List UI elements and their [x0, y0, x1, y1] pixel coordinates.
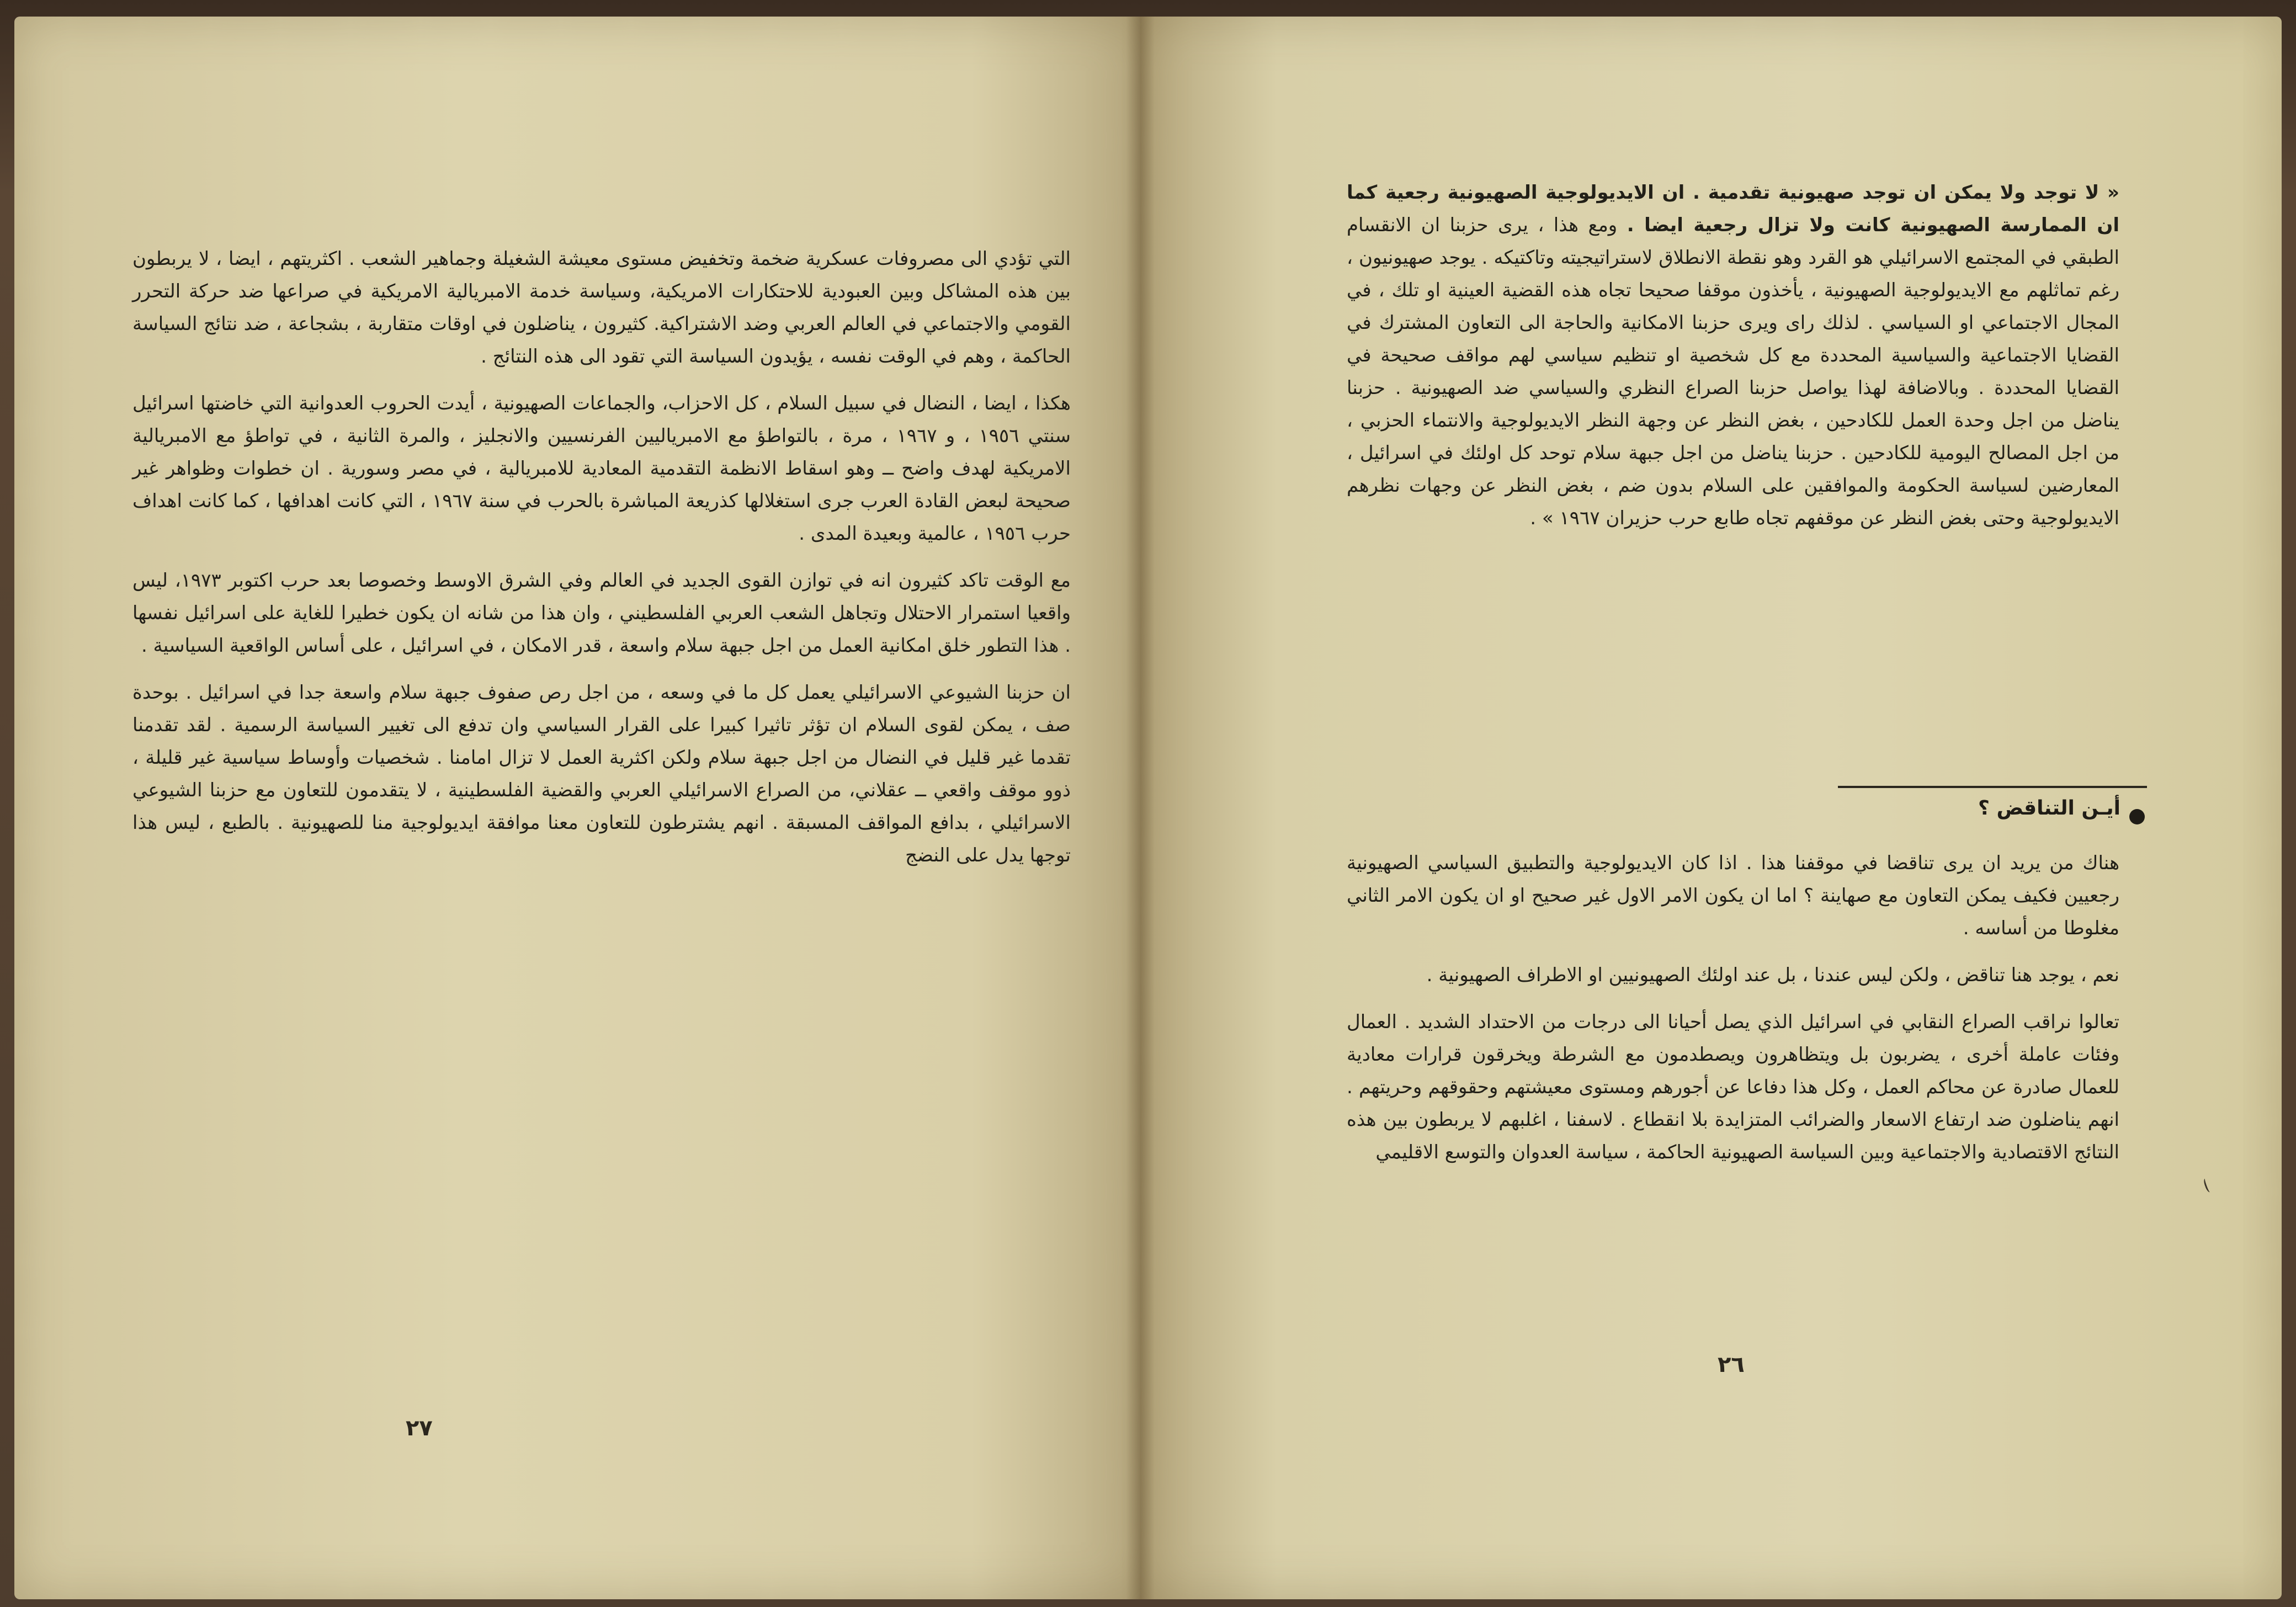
bullet-icon [2129, 809, 2145, 824]
page-number-left: ٢٧ [406, 1416, 433, 1441]
section-title: أيـن التناقض ؟ [1978, 797, 2120, 820]
right-paragraph-3: تعالوا نراقب الصراع النقابي في اسرائيل الذي يصل أحيانا الى درجات من الاحتداد الشديد . العمال وفئات عاملة أخرى ، يضربون بل ويتظاهرون ويصطدمون مع الشرطة ويخرقون قرارات معادية للعمال صادرة عن محاكم العمل ، وكل هذا دفاعا عن أجورهم ومستوى معيشتهم وحقوقهم وحريتهم . انهم يناضلون ضد ارتفاع الاسعار والضرائب المتزايدة بلا انقطاع . لاسفنا ، اغلبهم لا يربطون بين هذه النتائج الاقتصادية والاجتماعية وبين السياسة الصهيونية الحاكمة ، سياسة العدوان والتوسع الاقليمي [1347, 1011, 2119, 1163]
book-gutter [1126, 17, 1155, 1599]
section-rule [1838, 786, 2147, 788]
right-paragraph-2: نعم ، يوجد هنا تناقض ، ولكن ليس عندنا ، بل عند اولئك الصهيونيين او الاطراف الصهيونية . [1426, 964, 2119, 986]
left-paragraph-4: ان حزبنا الشيوعي الاسرائيلي يعمل كل ما في وسعه ، من اجل رص صفوف جبهة سلام واسعة جدا في اسرائيل . بوحدة صف ، يمكن لقوى السلام ان تؤثر تاثيرا كبيرا على القرار السياسي وان تدفع الى تغيير السياسة الرسمية . لقد تقدمنا تقدما غير قليل في النضال من اجل جبهة سلام ولكن اكثرية العمل لا تزال امامنا . شخصيات وأوساط سياسية غير قليلة ، ذوو موقف واقعي ــ عقلاني، من الصراع الاسرائيلي العربي والقضية الفلسطينية ، لا يتقدمون للتعاون مع حزبنا الشيوعي الاسرائيلي ، بدافع المواقف المسبقة . انهم يشترطون للتعاون معنا موافقة ايديولوجية منا للصهيونية . بالطبع ، ليس هذا توجها يدل على النضج [132, 682, 1071, 866]
quote-rest: ومع هذا ، يرى حزبنا ان الانقسام الطبقي في المجتمع الاسرائيلي هو القرد وهو نقطة الانطلاق لاستراتيجيته وتاكتيكه . يوجد صهيونيون ، رغم تماثلهم مع الايديولوجية الصهيونية ، يأخذون موقفا صحيحا تجاه هذه القضية العينية او تلك ، في المجال الاجتماعي او السياسي . لذلك راى ويرى حزبنا الامكانية والحاجة الى التعاون المشترك في القضايا الاجتماعية والسياسية المحددة مع كل شخصية او تنظيم سياسي لهم مواقف صحيحة في القضايا المحددة . وبالاضافة لهذا يواصل حزبنا الصراع النظري والسياسي ضد الصهيونية . حزبنا يناضل من اجل وحدة العمل للكادحين ، بغض النظر عن وجهة النظر الايديولوجية والانتماء الحزبي ، من اجل المصالح اليومية للكادحين . حزبنا يناضل من اجل جبهة سلام توحد كل اولئك في اسرائيل ، المعارضين لسياسة الحكومة والموافقين على السلام بدون ضم ، بغض النظر عن وجهات نظرهم الايديولوجية وحتى بغض النظر عن موقفهم تجاه طابع حرب حزيران ١٩٦٧ » . [1347, 214, 2119, 529]
quote-bold: « لا توجد ولا يمكن ان توجد صهيونية تقدمية . ان الايديولوجية الصهيونية رجعية كما ان الممارسة الصهيونية كانت ولا تزال رجعية ايضا . [1347, 182, 2120, 236]
section-heading [1838, 784, 2147, 833]
left-paragraph-3: مع الوقت تاكد كثيرون انه في توازن القوى الجديد في العالم وفي الشرق الاوسط وخصوصا بعد حرب اكتوبر ١٩٧٣، ليس واقعيا استمرار الاحتلال وتجاهل الشعب العربي الفلسطيني ، وان هذا من شانه ان يكون خطيرا للغاية على اسرائيل نفسها . هذا التطور خلق امكانية العمل من اجل جبهة سلام واسعة ، قدر الامكان ، في اسرائيل ، على أساس الواقعية السياسية . [132, 570, 1071, 657]
quote-paragraph [1347, 177, 2119, 535]
right-page-quote-block [1347, 177, 2119, 549]
right-paragraph-1: هناك من يريد ان يرى تناقضا في موقفنا هذا . اذا كان الايديولوجية والتطبيق السياسي الصهيونية رجعيين فكيف يمكن التعاون مع صهاينة ؟ اما ان يكون الامر الاول غير صحيح او ان يكون الامر الثاني مغلوطا من أساسه . [1347, 852, 2119, 939]
left-page-text [132, 243, 1071, 886]
left-paragraph-2: هكذا ، ايضا ، النضال في سبيل السلام ، كل الاحزاب، والجماعات الصهيونية ، أيدت الحروب العدوانية التي خاضتها اسرائيل سنتي ١٩٥٦ ، و ١٩٦٧ ، مرة ، بالتواطؤ مع الامبرياليين الفرنسيين والانجليز ، والمرة الثانية ، في تواطؤ مع الامبريالية الامريكية لهدف واضح ــ وهو اسقاط الانظمة التقدمية المعادية للامبريالية ، في مصر وسورية . ان خطوات وظواهر غير صحيحة لبعض القادة العرب جرى استغلالها كذريعة المباشرة بالحرب في سنة ١٩٦٧ ، التي كانت اهدافها ، كما كانت اهداف حرب ١٩٥٦ ، عالمية وبعيدة المدى . [132, 392, 1071, 545]
page-number-right: ٢٦ [1718, 1352, 1745, 1377]
left-paragraph-1: التي تؤدي الى مصروفات عسكرية ضخمة وتخفيض مستوى معيشة الشغيلة وجماهير الشعب . اكثريتهم ، ايضا ، لا يربطون بين هذه المشاكل وبين العبودية للاحتكارات الامريكية، وسياسة خدمة الامبريالية الامريكية في صراعها ضد حركة التحرر القومي والاجتماعي في العالم العربي وضد الاشتراكية. كثيرون ، يناضلون في اوقات متقاربة ، بشجاعة ، ضد نتائج السياسة الحاكمة ، وهم في الوقت نفسه ، يؤيدون السياسة التي تقود الى هذه النتائج . [132, 248, 1071, 368]
right-page-body [1347, 847, 2119, 1183]
